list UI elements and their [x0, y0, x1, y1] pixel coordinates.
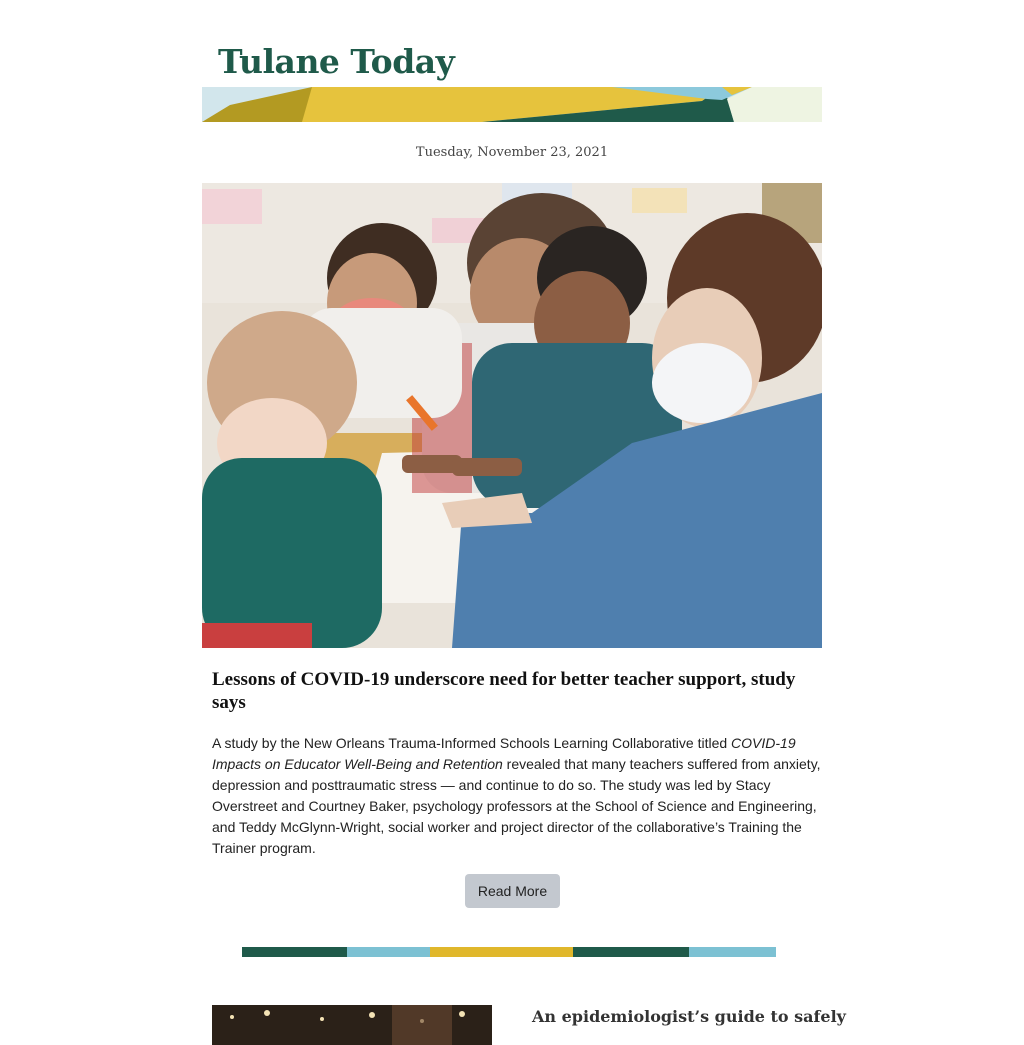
issue-date: Tuesday, November 23, 2021: [415, 145, 609, 160]
read-more-button[interactable]: Read More: [465, 874, 560, 908]
divider-segment: [242, 947, 347, 957]
lead-body-suffix: revealed that many teachers suffered from anxiety, depression and posttraumatic stress — and continue to do so. The study was led by Stacy Overstreet and Courtney Baker, psychology professors at the School of Science and Engineering, and Teddy McGlynn-Wright, social worker and project director of the collaborative’s Training the Trainer program.: [212, 756, 821, 856]
divider-segment: [689, 947, 776, 957]
story-thumbnail[interactable]: [212, 1005, 492, 1045]
divider-segment: [573, 947, 689, 957]
hero-image[interactable]: [202, 183, 822, 648]
section-divider: [242, 947, 776, 957]
study-title: COVID-19 Impacts on Educator Well-Being and Retention: [212, 735, 796, 772]
masthead-title: Tulane Today: [218, 42, 455, 81]
lead-body: [212, 733, 822, 859]
lead-headline[interactable]: Lessons of COVID-19 underscore need for better teacher support, study says: [212, 669, 796, 713]
divider-segment: [430, 947, 573, 957]
story-headline[interactable]: An epidemiologist’s guide to safely: [532, 1007, 846, 1026]
lead-body-prefix: A study by the New Orleans Trauma-Informed Schools Learning Collaborative titled: [212, 735, 732, 751]
masthead-banner: [202, 87, 822, 122]
divider-segment: [347, 947, 430, 957]
